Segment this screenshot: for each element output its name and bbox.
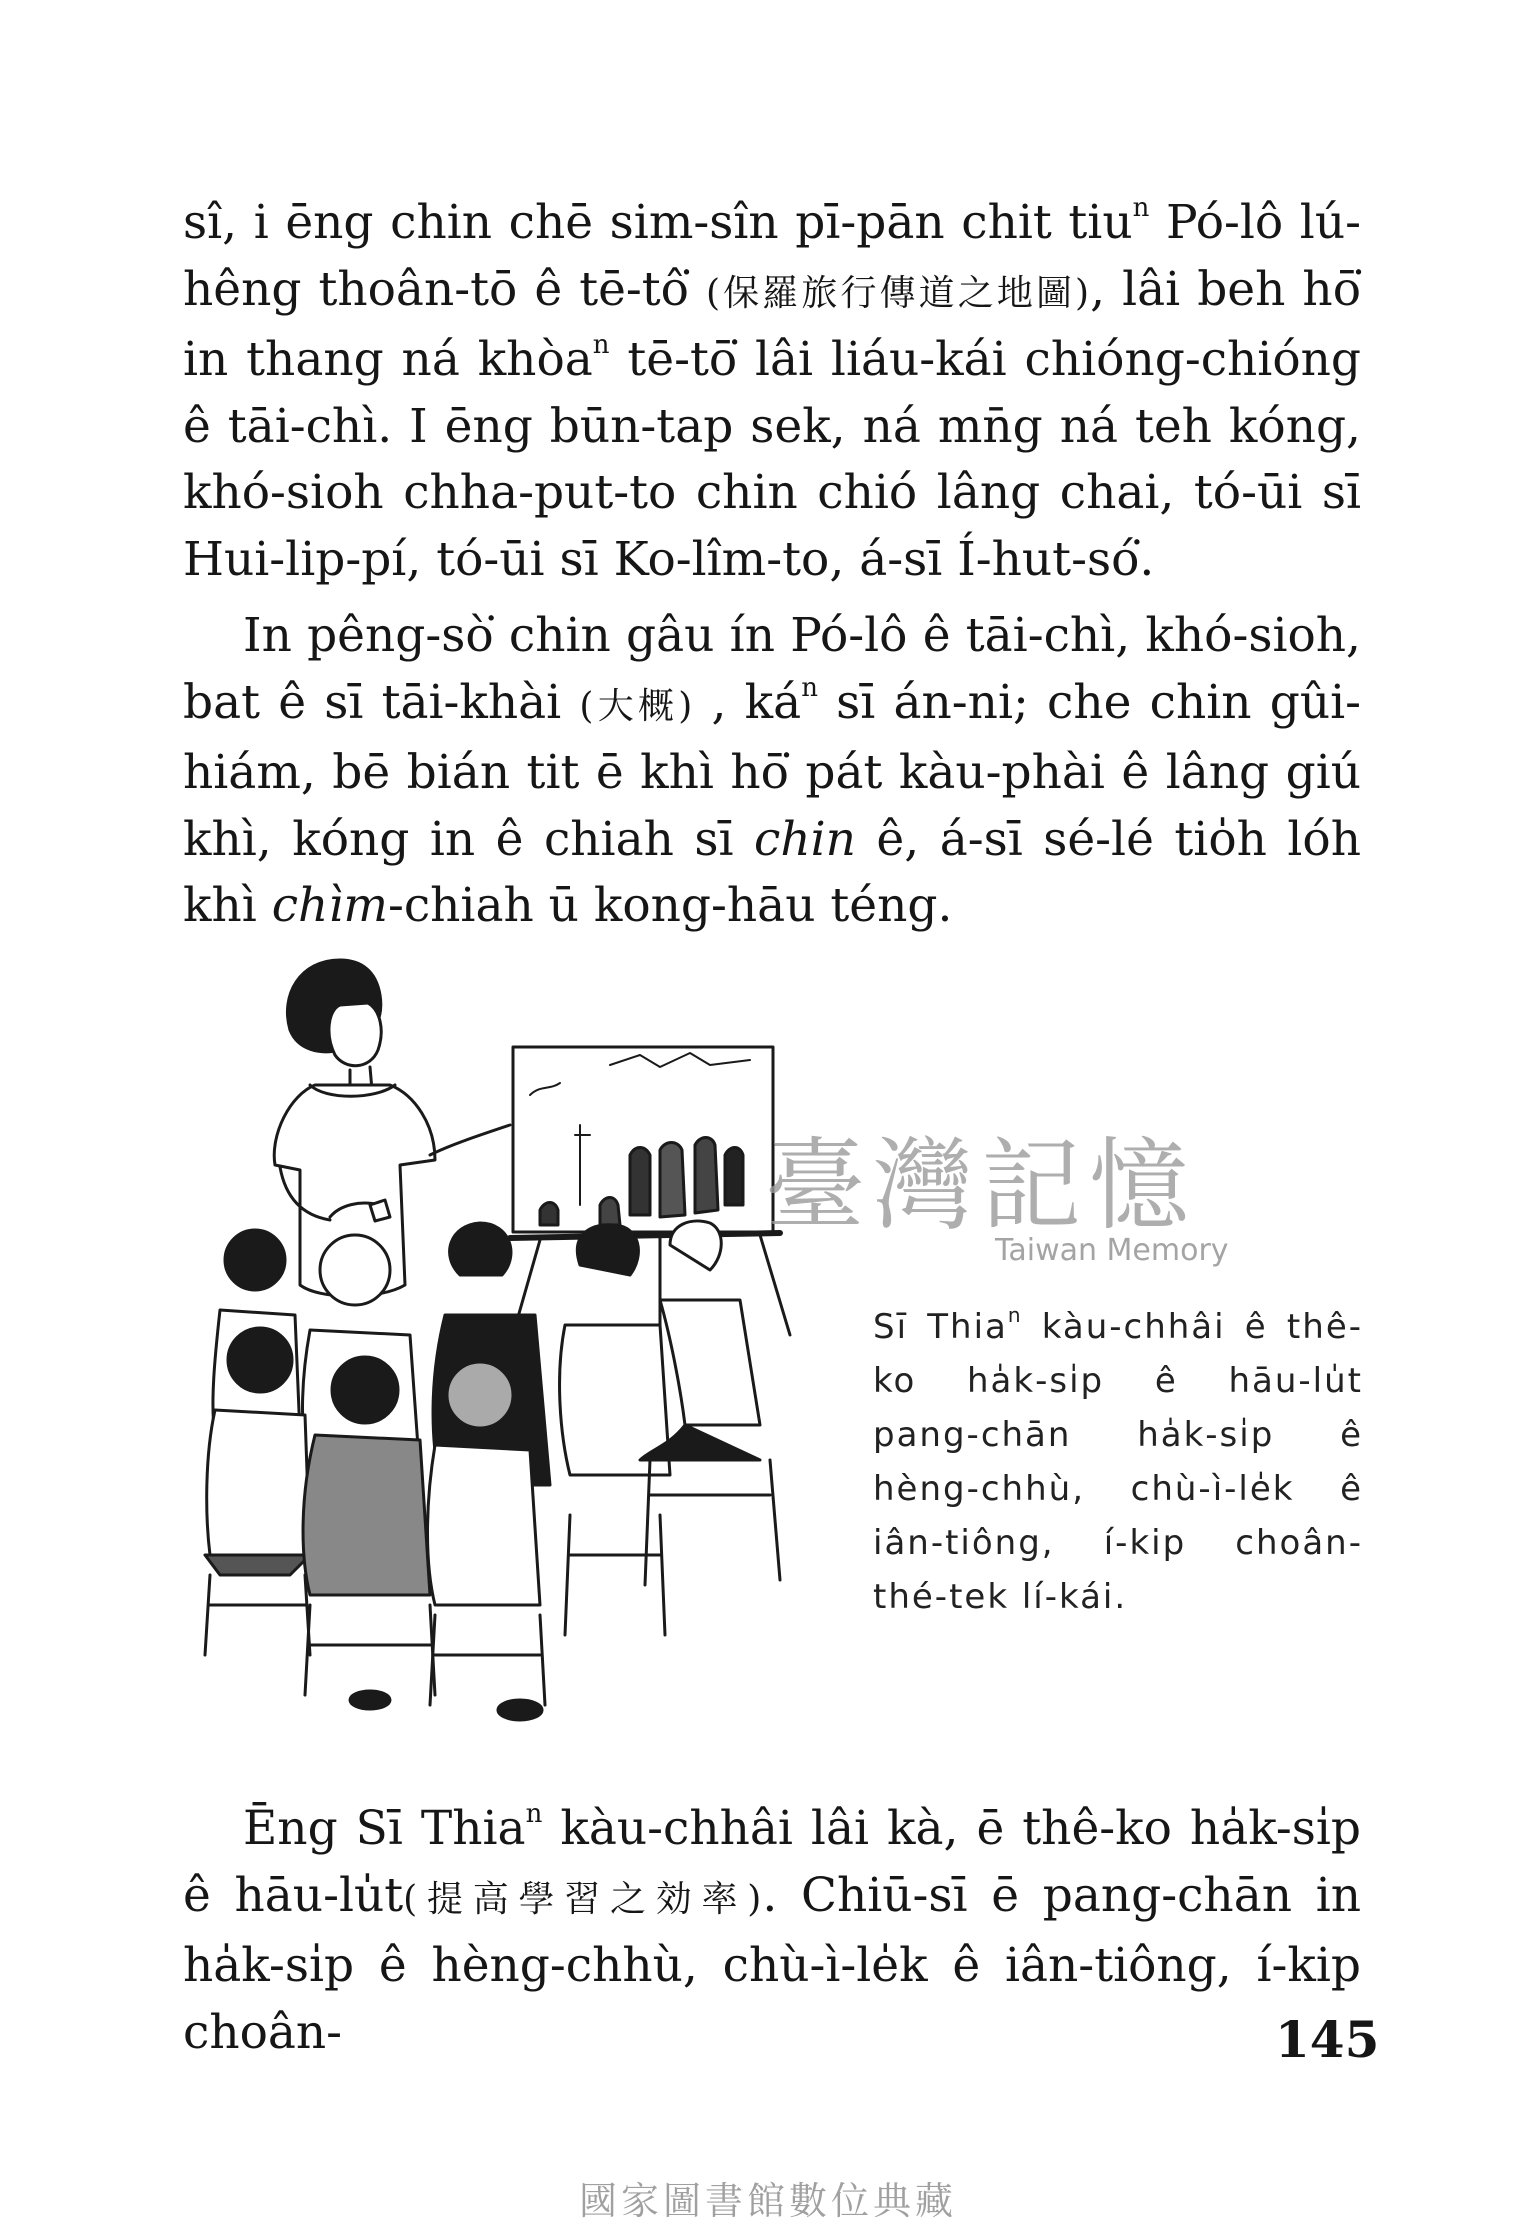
caption-text: Sī Thia <box>873 1307 1008 1347</box>
classroom-illustration <box>190 955 850 1725</box>
text-run: -chiah ū kong-hāu téng. <box>387 878 953 933</box>
watermark-english: Taiwan Memory <box>995 1233 1229 1268</box>
superscript-n: n <box>525 1799 543 1829</box>
text-run: , ká <box>693 674 802 730</box>
chinese-gloss: (提高學習之効率) <box>403 1878 763 1920</box>
text-run: Pó-lô lú-hêng thoân-tō ê tē-tô͘ <box>183 195 1361 317</box>
superscript-n: n <box>1132 193 1150 223</box>
chinese-gloss: (保羅旅行傳道之地圖) <box>706 272 1091 314</box>
text-run: , lâi beh hō͘ in thang ná khòa <box>183 261 1361 387</box>
superscript-n: n <box>1007 1303 1023 1327</box>
chinese-gloss: (大概) <box>579 685 694 727</box>
page-number: 145 <box>1275 2010 1380 2069</box>
paragraph-2 <box>183 603 1361 940</box>
superscript-n: n <box>801 672 818 703</box>
text-run: . Chiū-sī ē pang-chān in ha̍k-si̍p ê hèng-chhù, chù-ì-le̍k ê iân-tiông, í-kip choân- <box>183 1867 1361 2060</box>
text-run: kàu-chhâi lâi kà, ē thê-ko ha̍k-si̍p ê hāu-lu̍t <box>183 1801 1361 1923</box>
superscript-n: n <box>592 330 610 360</box>
text-run: tē-tō͘ lâi liáu-kái chióng-chióng ê tāi-chì. I ēng būn-tap sek, ná mn̄g ná teh kóng, khó-sioh chha-put-to chin chió lâng chai, tó-ūi sī Hui-lip-pí, tó-ūi sī Ko-lîm-to, á-sī Í-hut-só͘. <box>183 332 1361 587</box>
taiwan-memory-watermark <box>765 1105 1235 1268</box>
text-run: sī án-ni; che chin gûi-hiám, bē bián tit ē khì hō͘ pát kàu-phài ê lâng giú khì, kóng in ê chiah sī <box>183 674 1362 867</box>
italic-word: chìm <box>271 878 388 933</box>
text-run: In pêng-sò͘ chin gâu ín Pó-lô ê tāi-chì, khó-sioh, bat ê sī tāi-khài <box>183 608 1361 730</box>
children-group <box>205 1221 780 1720</box>
italic-word: chin <box>754 811 856 867</box>
text-run: Ēng Sī Thia <box>243 1801 526 1856</box>
paragraph-3 <box>183 1796 1361 2066</box>
text-run: ê, á-sī sé-lé tio̍h lóh khì <box>183 811 1361 933</box>
watermark-chinese: 臺灣記憶 <box>765 1127 1197 1244</box>
caption-text: kàu-chhâi ê thê-ko ha̍k-si̍p ê hāu-lu̍t pang-chān ha̍k-si̍p ê hèng-chhù, chù-ì-le̍k ê iân-tiông, í-kip choân-thé-tek lí-kái. <box>873 1307 1364 1617</box>
paragraph-1 <box>183 190 1361 593</box>
footer-watermark: 國家圖書館數位典藏 <box>578 2179 957 2223</box>
illustration-caption <box>873 1300 1363 1624</box>
picture-board <box>510 1047 790 1355</box>
text-run: sî, i ēng chin chē sim-sîn pī-pān chit tiu <box>183 195 1133 250</box>
